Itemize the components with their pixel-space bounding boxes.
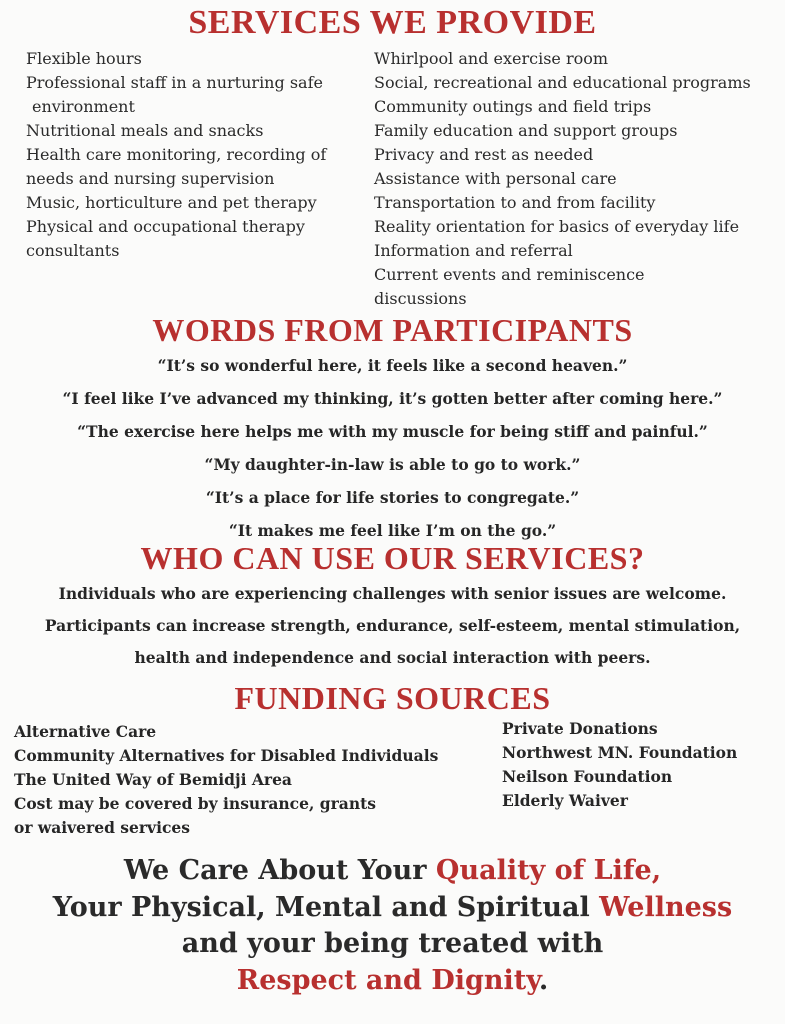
participants-heading: WORDS FROM PARTICIPANTS: [152, 312, 633, 348]
list-item: Elderly Waiver: [502, 791, 628, 810]
who-line: Individuals who are experiencing challenges with senior issues are welcome.: [58, 584, 727, 603]
who-line: health and independence and social interaction with peers.: [134, 648, 651, 667]
closing-highlight: Wellness: [599, 891, 733, 923]
closing-text: We Care About Your: [123, 855, 436, 886]
funding-list-left: [14, 720, 494, 840]
list-item: Social, recreational and educational programs: [374, 73, 751, 92]
closing-line-4: [0, 963, 785, 1000]
quote: “My daughter-in-law is able to go to work.”: [204, 455, 581, 474]
quote: “It makes me feel like I’m on the go.”: [228, 521, 557, 540]
list-item: Nutritional meals and snacks: [26, 121, 264, 140]
closing-highlight: Quality of Life,: [435, 855, 662, 886]
who-line: Participants can increase strength, endurance, self-esteem, mental stimulation,: [44, 616, 741, 635]
list-item: discussions: [374, 289, 467, 308]
closing-text: and your being treated with: [181, 928, 604, 959]
list-item: Health care monitoring, recording of: [26, 145, 327, 164]
list-item: Reality orientation for basics of everyday life: [374, 217, 740, 236]
list-item: Physical and occupational therapy: [26, 217, 305, 236]
list-item: needs and nursing supervision: [26, 169, 275, 188]
participant-quotes: [0, 349, 785, 547]
closing-line-3: [0, 926, 785, 963]
list-item: Northwest MN. Foundation: [502, 743, 738, 762]
list-item: Community outings and field trips: [374, 97, 652, 116]
list-item: Flexible hours: [26, 49, 142, 68]
services-list-left: [26, 47, 356, 263]
closing-text: Your Physical, Mental and Spiritual: [52, 891, 600, 923]
list-item: or waivered services: [14, 818, 190, 837]
list-item: Transportation to and from facility: [374, 193, 656, 212]
list-item: Privacy and rest as needed: [374, 145, 594, 164]
quote: “It’s so wonderful here, it feels like a second heaven.”: [157, 356, 628, 375]
list-item: Family education and support groups: [374, 121, 678, 140]
closing-text: .: [538, 964, 549, 996]
list-item: The United Way of Bemidji Area: [14, 770, 292, 789]
list-item: consultants: [26, 241, 120, 260]
list-item: Neilson Foundation: [502, 767, 673, 786]
quote: “It’s a place for life stories to congregate.”: [205, 488, 580, 507]
list-item: Private Donations: [502, 719, 658, 738]
services-list-right: [374, 47, 774, 311]
list-item: Alternative Care: [14, 722, 157, 741]
funding-list-right: [502, 717, 782, 813]
list-item: Professional staff in a nurturing safe: [26, 73, 323, 92]
list-item: Music, horticulture and pet therapy: [26, 193, 317, 212]
who-heading: WHO CAN USE OUR SERVICES?: [140, 540, 645, 576]
list-item: Information and referral: [374, 241, 573, 260]
closing-highlight: Respect and Dignity: [236, 964, 539, 996]
quote: “I feel like I’ve advanced my thinking, it’s gotten better after coming here.”: [62, 389, 723, 408]
list-item: Community Alternatives for Disabled Individuals: [14, 746, 439, 765]
list-item: Cost may be covered by insurance, grants: [14, 794, 376, 813]
funding-heading: FUNDING SOURCES: [234, 680, 551, 716]
who-description: [0, 578, 785, 674]
closing-line-2: [0, 890, 785, 927]
quote: “The exercise here helps me with my muscle for being stiff and painful.”: [77, 422, 708, 441]
closing-line-1: [0, 853, 785, 890]
list-item: Whirlpool and exercise room: [374, 49, 609, 68]
services-heading: SERVICES WE PROVIDE: [188, 4, 597, 41]
list-item: environment: [32, 97, 135, 116]
closing-statement: [0, 853, 785, 999]
list-item: Current events and reminiscence: [374, 265, 645, 284]
list-item: Assistance with personal care: [374, 169, 617, 188]
